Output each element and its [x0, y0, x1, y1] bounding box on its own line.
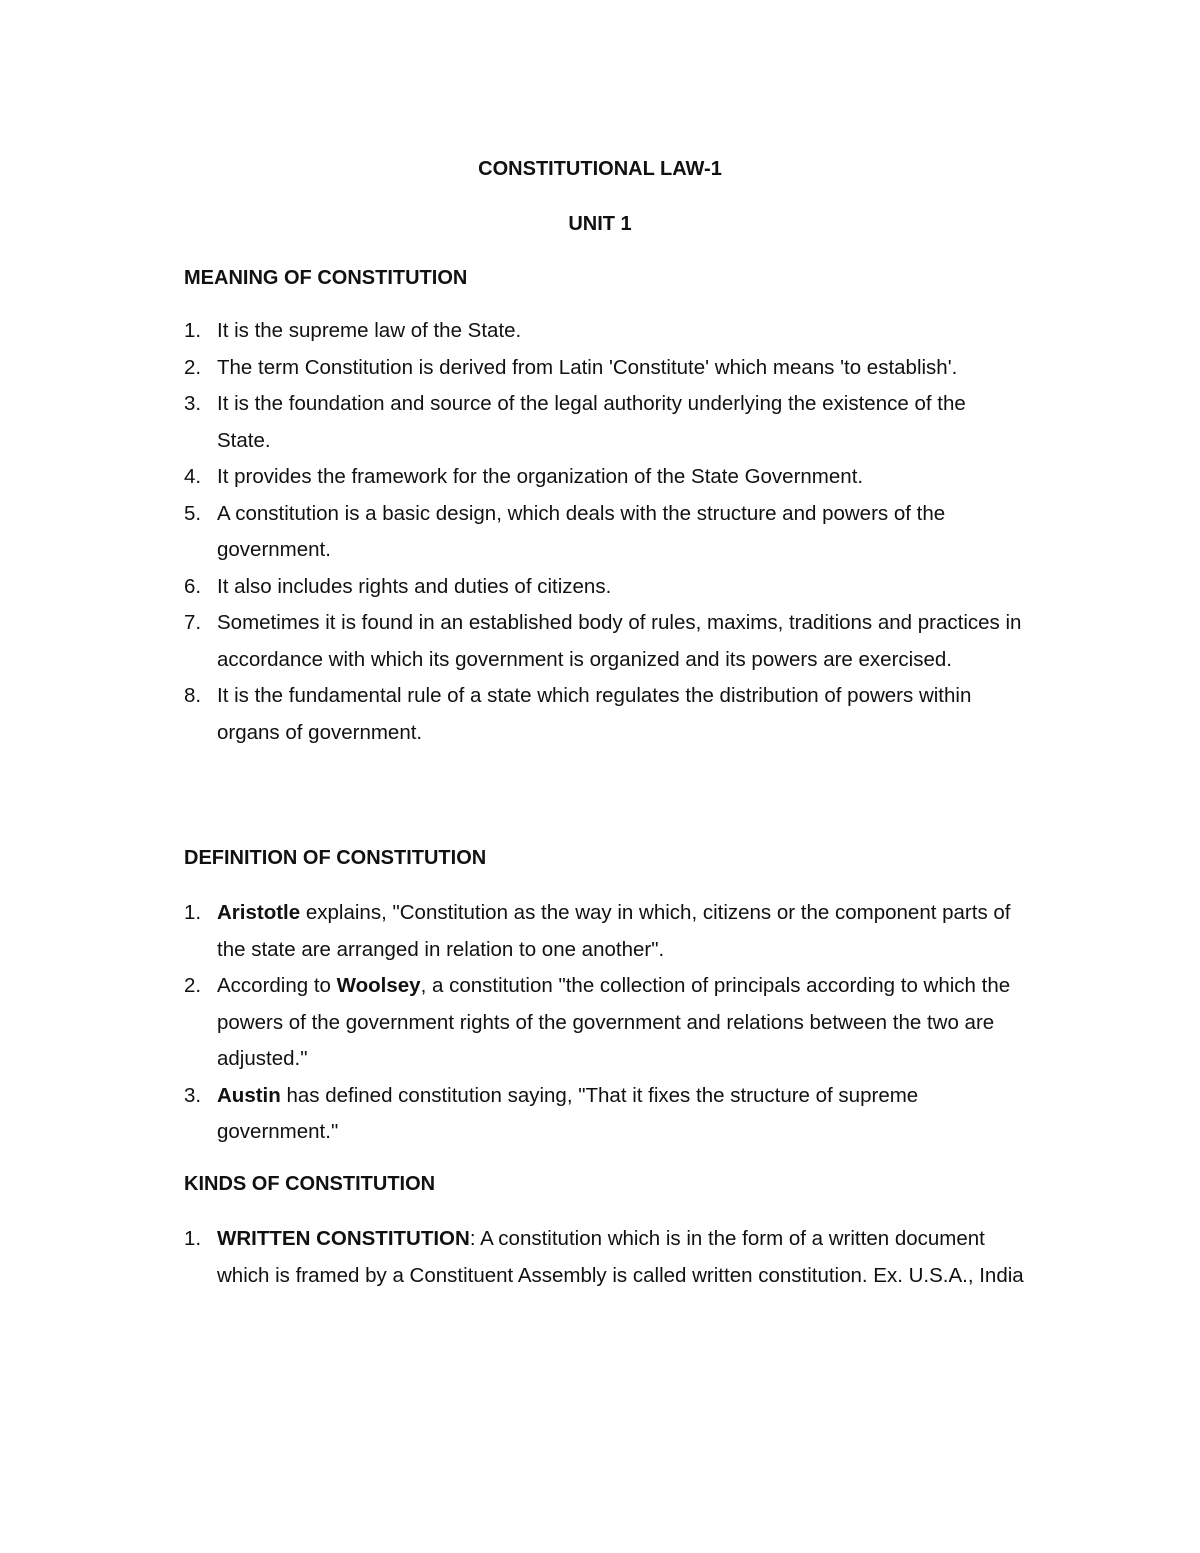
list-item	[184, 569, 1024, 606]
list-number: 3.	[184, 392, 202, 415]
definition-list	[184, 895, 1024, 1151]
section-heading-meaning: MEANING OF CONSTITUTION	[184, 267, 468, 289]
list-text: It also includes rights and duties of citizens.	[217, 574, 612, 598]
list-item	[184, 350, 1024, 387]
list-number: 4.	[184, 465, 202, 488]
list-item	[184, 313, 1024, 350]
list-item	[184, 459, 1024, 496]
list-number: 1.	[184, 319, 202, 342]
kind-name: WRITTEN CONSTITUTION	[217, 1227, 470, 1250]
author-name: Woolsey	[336, 974, 421, 997]
list-number: 6.	[184, 574, 202, 598]
section-heading-definition: DEFINITION OF CONSTITUTION	[184, 847, 487, 869]
list-text: It is the supreme law of the State.	[217, 319, 522, 342]
list-number: 7.	[184, 611, 202, 634]
document-title: CONSTITUTIONAL LAW-1	[478, 158, 722, 180]
list-number: 3.	[184, 1083, 202, 1107]
list-number: 5.	[184, 501, 202, 525]
list-text: Sometimes it is found in an established body of rules, maxims, traditions and practices in accordance with which its government is organized and its powers are exercised.	[217, 611, 1022, 671]
definition-post: has defined constitution saying, "That it fixes the structure of supreme government."	[217, 1083, 919, 1143]
list-item	[184, 496, 1024, 569]
list-text: It provides the framework for the organization of the State Government.	[217, 465, 864, 488]
unit-title: UNIT 1	[568, 213, 632, 235]
list-text	[217, 901, 1011, 961]
definition-post: explains, "Constitution as the way in which, citizens or the component parts of the state are arranged in relation to one another".	[217, 901, 1011, 961]
list-item	[184, 968, 1024, 1078]
list-item	[184, 1221, 1024, 1294]
list-number: 1.	[184, 901, 202, 924]
list-text	[217, 1227, 1024, 1287]
list-text: The term Constitution is derived from Latin 'Constitute' which means 'to establish'.	[217, 355, 958, 379]
list-text	[217, 1084, 918, 1144]
kind-description: : A constitution which is in the form of a written document which is framed by a Constituent Assembly is called written constitution. Ex. U.S.A., India	[217, 1227, 1024, 1287]
list-text: A constitution is a basic design, which deals with the structure and powers of the government.	[217, 501, 946, 561]
list-text: It is the foundation and source of the legal authority underlying the existence of the State.	[217, 392, 966, 452]
list-item	[184, 895, 1024, 968]
definition-pre: According to	[217, 974, 337, 997]
kinds-list	[184, 1221, 1024, 1294]
section-heading-kinds: KINDS OF CONSTITUTION	[184, 1173, 436, 1195]
list-number: 2.	[184, 974, 202, 997]
list-number: 8.	[184, 684, 202, 707]
author-name: Austin	[217, 1083, 281, 1107]
list-item	[184, 1078, 1024, 1151]
list-item	[184, 386, 1024, 459]
list-text	[217, 974, 1010, 1070]
list-item	[184, 605, 1024, 678]
list-number: 2.	[184, 355, 202, 379]
list-text: It is the fundamental rule of a state which regulates the distribution of powers within organs of government.	[217, 684, 972, 744]
meaning-list	[184, 313, 1024, 751]
author-name: Aristotle	[217, 901, 301, 924]
definition-post: , a constitution "the collection of principals according to which the powers of the government rights of the government and relations between the two are adjusted."	[217, 974, 1011, 1070]
list-item	[184, 678, 1024, 751]
list-number: 1.	[184, 1227, 202, 1250]
